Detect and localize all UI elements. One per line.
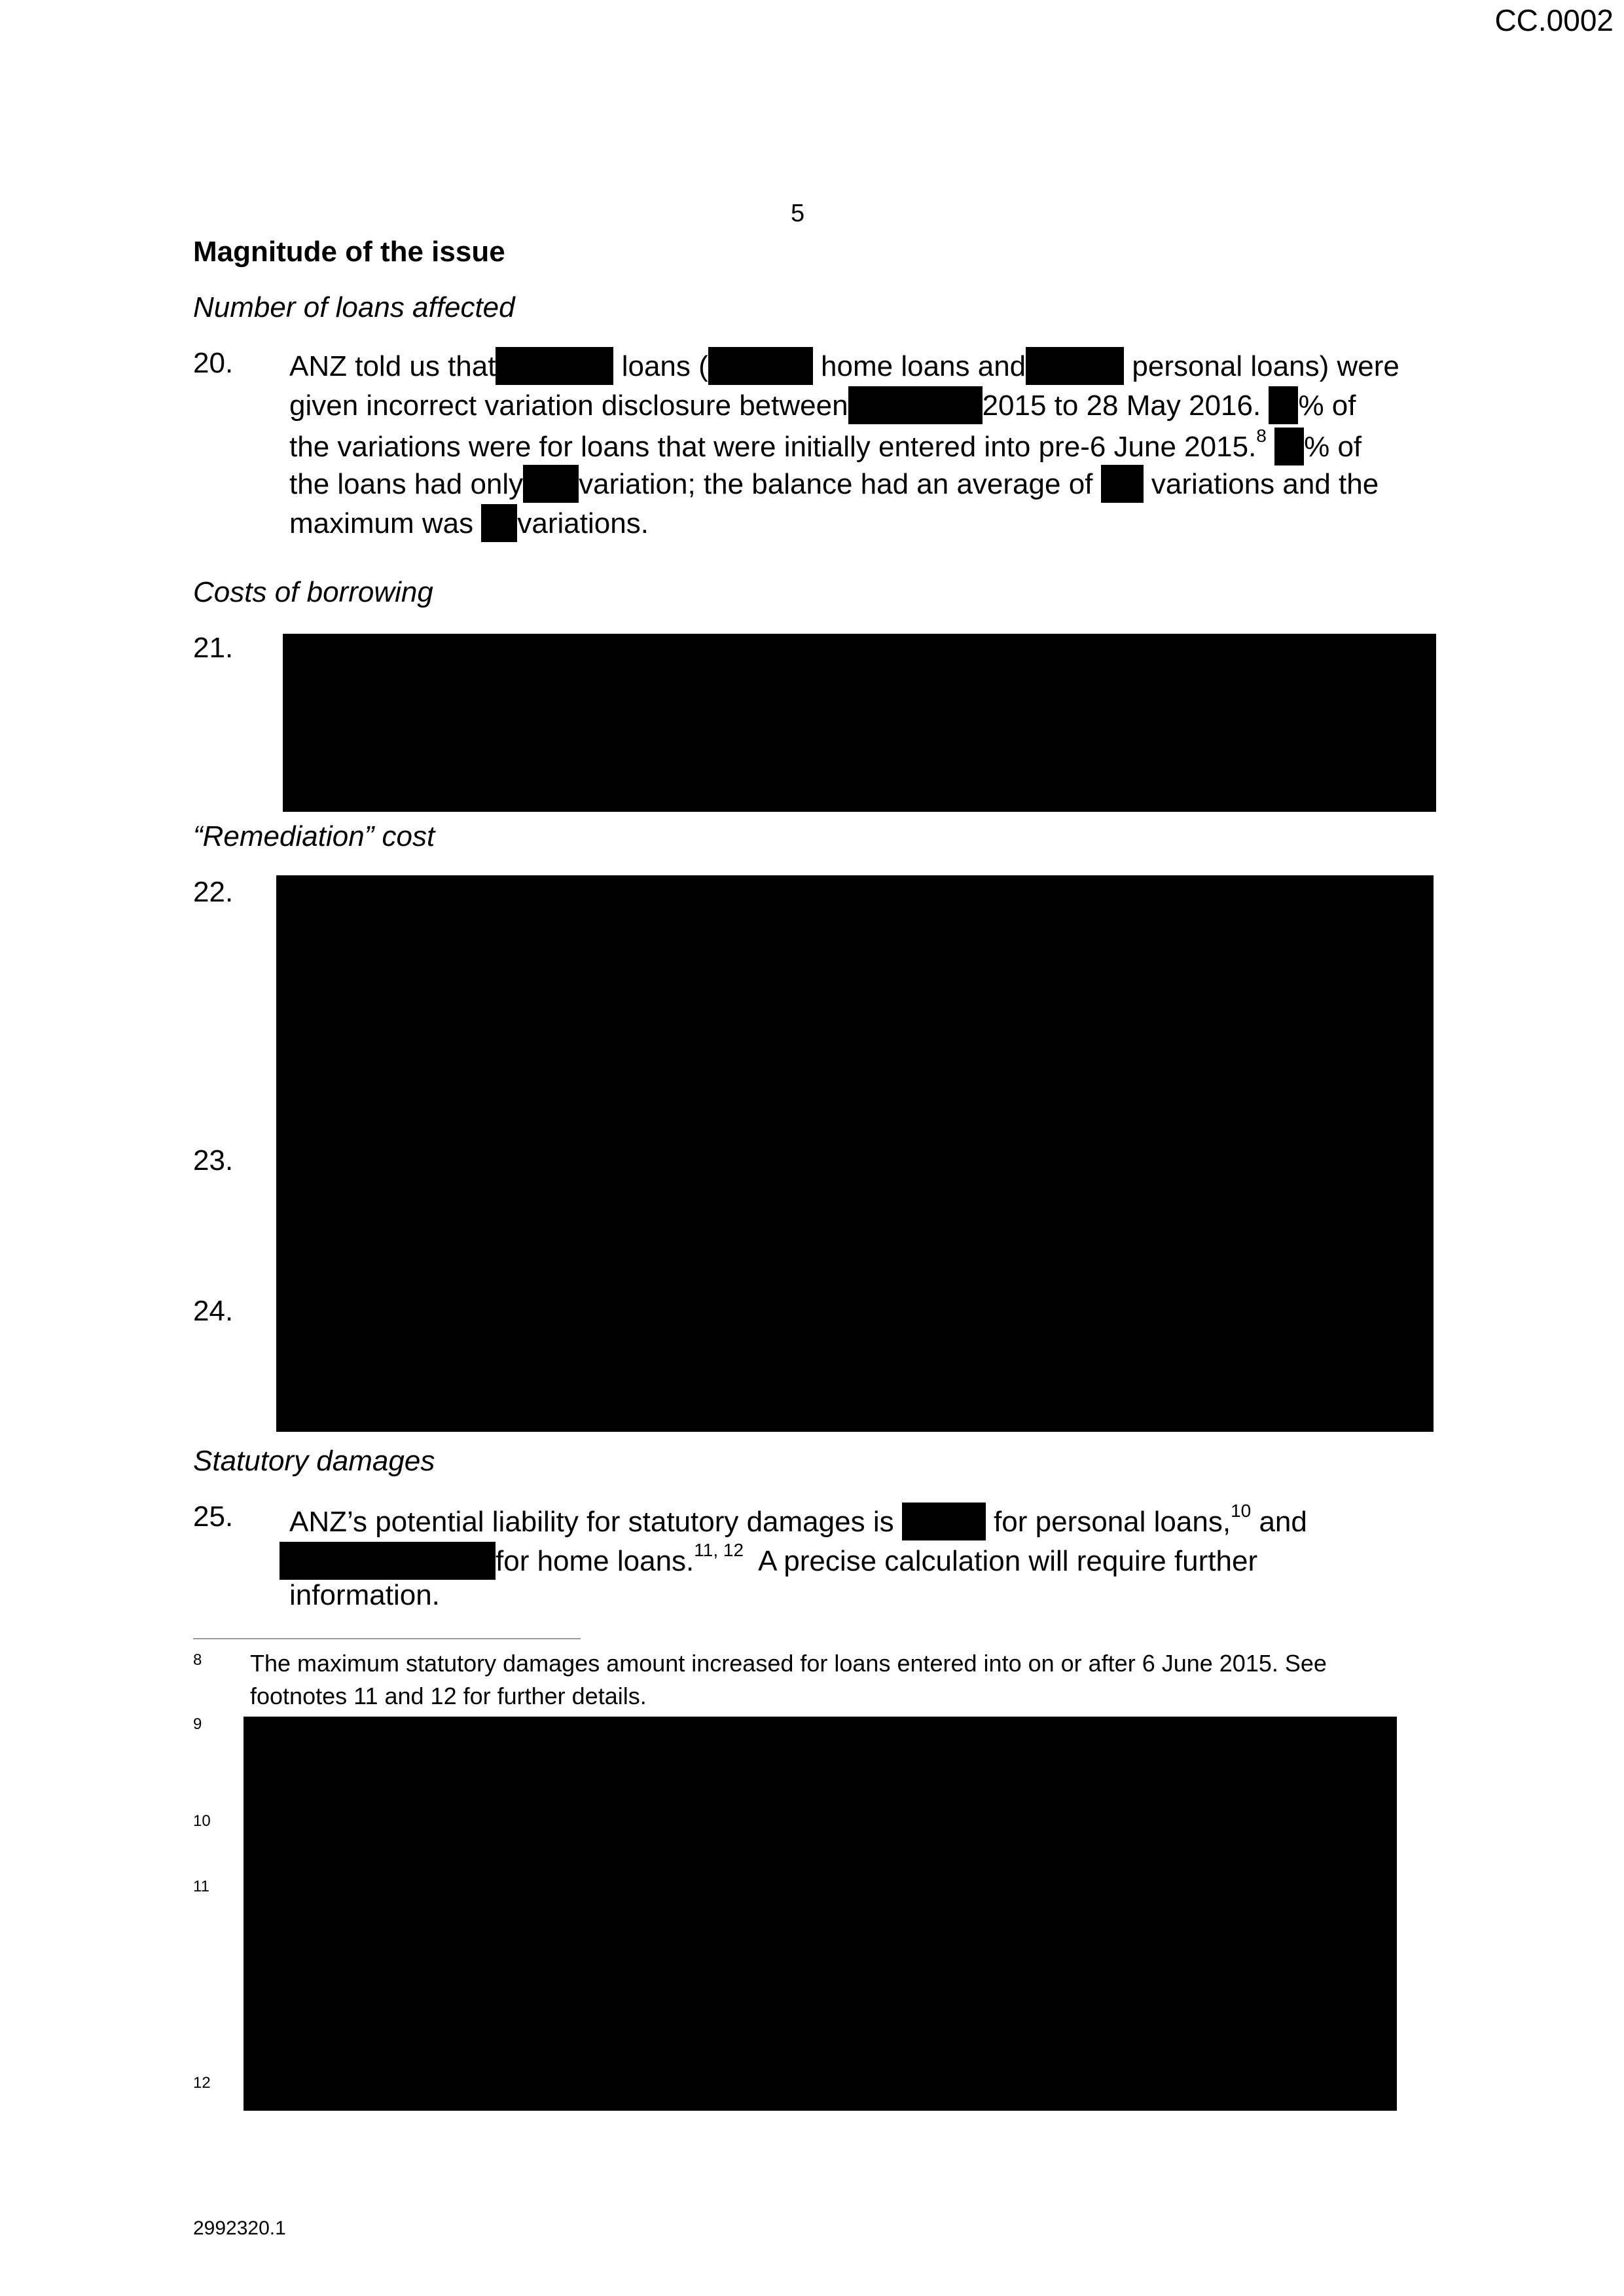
text: A precise calculation will require further: [758, 1545, 1258, 1577]
paragraph-25-line-2: [280, 1540, 1257, 1580]
redaction-box: [1274, 428, 1304, 465]
footnote-number-8: 8: [193, 1651, 202, 1669]
text: for home loans.: [496, 1545, 695, 1577]
text: for personal loans,: [994, 1506, 1231, 1538]
footnote-number-9: 9: [193, 1715, 202, 1733]
subheading-remediation-cost: “Remediation” cost: [193, 820, 435, 852]
footnote-number-11: 11: [193, 1878, 209, 1895]
text: given incorrect variation disclosure between: [289, 390, 848, 422]
text: maximum was: [289, 507, 474, 539]
paragraph-number-24: 24.: [193, 1295, 234, 1327]
paragraph-number-21: 21.: [193, 632, 234, 664]
text: home loans and: [821, 350, 1026, 382]
redaction-box: [848, 386, 983, 424]
text: 2015 to 28 May 2016.: [982, 390, 1261, 422]
text: variation; the balance had an average of: [579, 468, 1093, 500]
paragraph-20-line-2: [289, 386, 1356, 424]
text: personal loans) were: [1132, 350, 1399, 382]
redaction-box: [1101, 465, 1144, 503]
redaction-box: [1026, 347, 1124, 385]
subheading-costs-of-borrowing: Costs of borrowing: [193, 576, 433, 608]
paragraph-number-23: 23.: [193, 1144, 234, 1176]
redaction-block-footnotes-9-12: [244, 1717, 1397, 2111]
paragraph-25-line-1: [289, 1501, 1307, 1540]
text: % of: [1298, 390, 1356, 422]
footnote-8-line-1: The maximum statutory damages amount increased for loans entered into on or after 6 June 2015. See: [250, 1650, 1327, 1677]
footer-document-number: 2992320.1: [193, 2217, 286, 2239]
redaction-block-paragraphs-22-24: [276, 875, 1434, 1432]
document-id: CC.0002: [1494, 3, 1614, 37]
text: ANZ’s potential liability for statutory damages is: [289, 1506, 894, 1538]
text: loans (: [621, 350, 708, 382]
paragraph-25-line-3: information.: [289, 1579, 440, 1611]
paragraph-20-line-4: [289, 465, 1379, 503]
subheading-loans-affected: Number of loans affected: [193, 291, 515, 323]
redaction-box: [708, 347, 813, 385]
paragraph-number-20: 20.: [193, 347, 234, 379]
redaction-box: [523, 465, 579, 503]
redaction-box: [1269, 386, 1298, 424]
footnote-number-10: 10: [193, 1812, 211, 1830]
redaction-box: [496, 347, 613, 385]
text: variations and the: [1151, 468, 1379, 500]
text: variations.: [517, 507, 649, 539]
paragraph-20-line-1: [289, 347, 1399, 385]
redaction-box: [280, 1542, 496, 1580]
paragraph-20-line-5: [289, 504, 649, 542]
section-title: Magnitude of the issue: [193, 236, 505, 268]
footnote-8-line-2: footnotes 11 and 12 for further details.: [250, 1683, 647, 1709]
paragraph-20-line-3: [289, 426, 1362, 465]
text: the loans had only: [289, 468, 524, 500]
footnote-separator: [193, 1638, 581, 1639]
redaction-box: [902, 1503, 986, 1540]
text: % of: [1304, 431, 1362, 463]
text: ANZ told us that: [289, 350, 496, 382]
subheading-statutory-damages: Statutory damages: [193, 1445, 435, 1477]
redaction-block-paragraph-21: [283, 634, 1436, 812]
paragraph-number-22: 22.: [193, 876, 234, 908]
footnote-ref-11-12[interactable]: 11, 12: [694, 1540, 744, 1560]
footnote-ref-10[interactable]: 10: [1231, 1501, 1252, 1521]
text: and: [1259, 1506, 1307, 1538]
footnote-ref-8[interactable]: 8: [1256, 426, 1267, 446]
page-number: 5: [791, 200, 805, 227]
redaction-box: [481, 504, 517, 542]
footnote-number-12: 12: [193, 2074, 211, 2092]
text: the variations were for loans that were initially entered into pre-6 June 2015.: [289, 431, 1257, 463]
paragraph-number-25: 25.: [193, 1501, 234, 1533]
